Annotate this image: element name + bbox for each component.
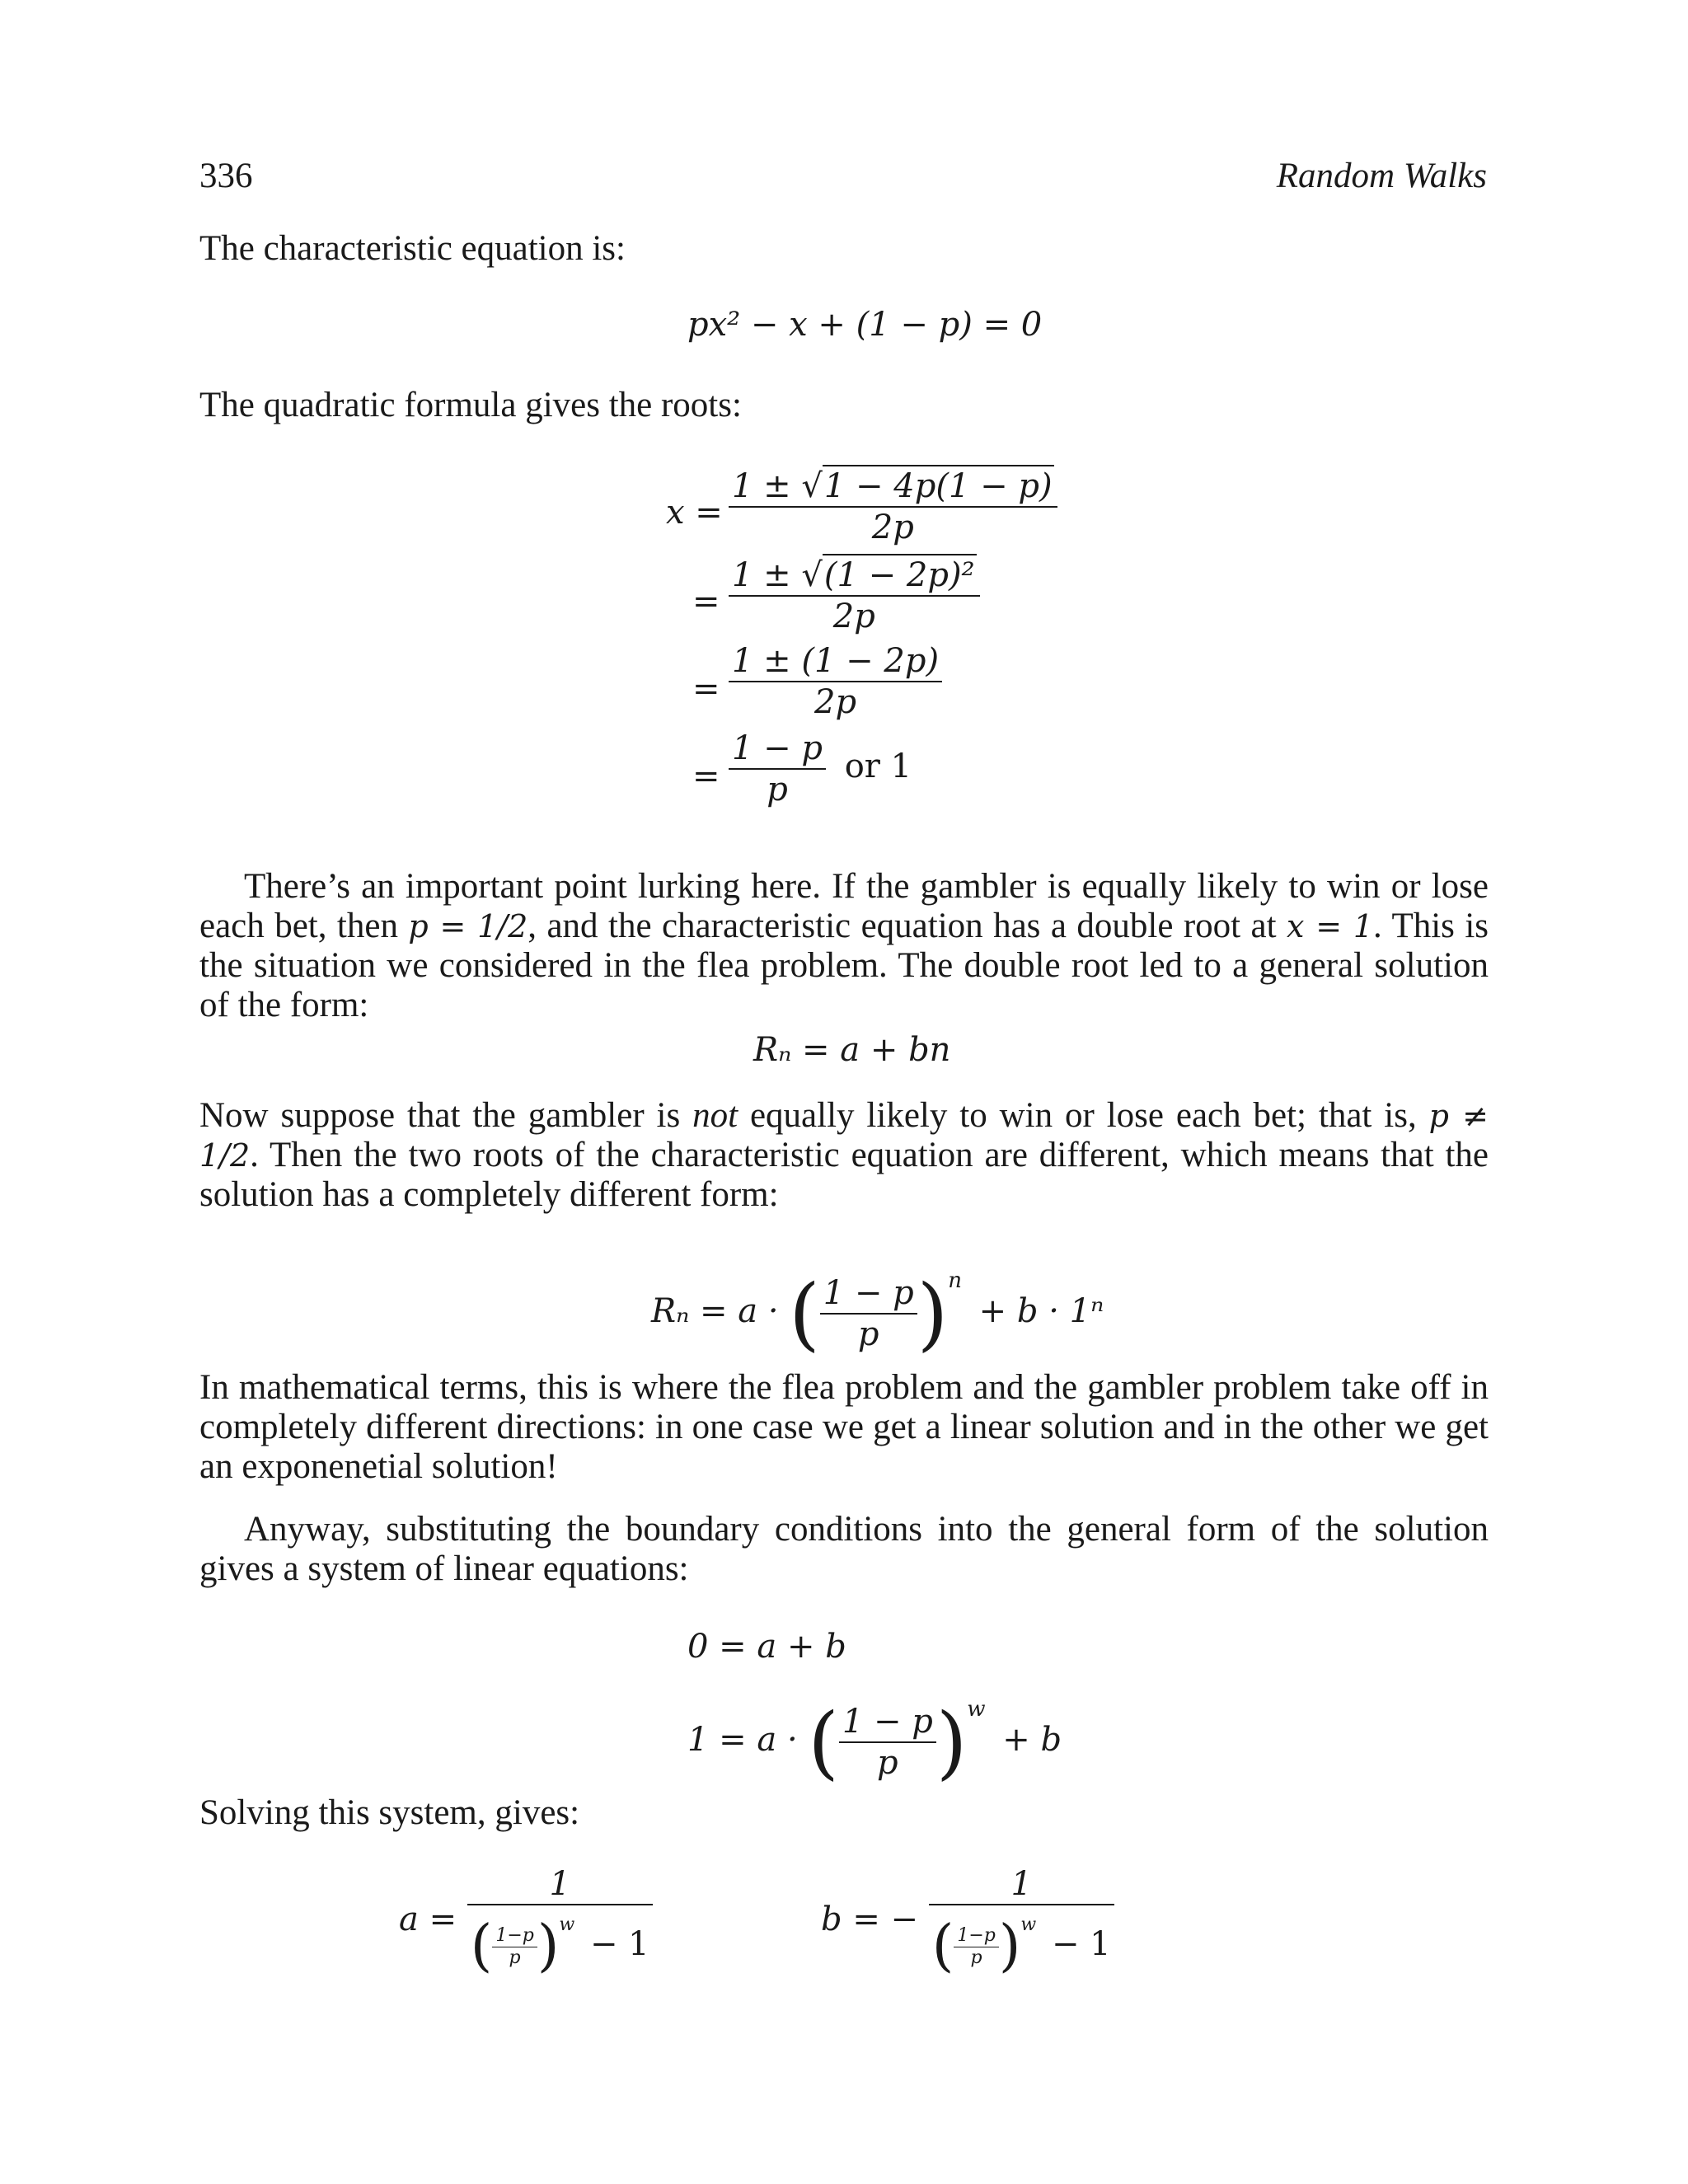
paragraph-characteristic: The characteristic equation is: <box>199 229 626 268</box>
paragraph-solving: Solving this system, gives: <box>199 1793 580 1832</box>
page-number: 336 <box>199 157 253 195</box>
solution-b: b = − 1 ( $\frac{1-p}{p}$ )$^w$ − 1 <box>821 1864 1114 1975</box>
equals-3: = <box>692 670 720 708</box>
radical-1: 1 − 4p(1 − p) <box>823 465 1054 506</box>
general-solution-exponential: Rₙ = a · ( $\frac{1 - p}{p}$ )$^n$ + b · 1ⁿ <box>651 1268 1104 1360</box>
general-solution-linear: Rₙ = a + bn <box>753 1031 951 1069</box>
system-equation-1: 0 = a + b <box>687 1628 846 1666</box>
root-line-1: $\frac{1 \pm √1 - 4p(1 - p)}{2p}$ <box>729 465 1057 547</box>
root-line-2: $\frac{\text{1 ± √(1 − 2p)²}}{2p}$ <box>729 554 980 636</box>
system-equation-2: 1 = a · ( $\frac{1 - p}{p}$ )$^w$ + b <box>687 1696 1062 1788</box>
running-title: Random Walks <box>1276 157 1487 195</box>
root-line-3: $\frac{1 \pm (1 - 2p)}{2p}$ <box>729 641 942 722</box>
radical-2: (1 − 2p)² <box>823 554 977 595</box>
paragraph-boundary: Anyway, substituting the boundary conditions into the general form of the solution gives a system of linear equations: <box>199 1510 1489 1588</box>
equals-2: = <box>692 583 720 621</box>
equals-4: = <box>692 757 720 795</box>
solution-a: a = 1 ( $\frac{1-p}{p}$ )$^w$ − 1 <box>399 1864 653 1975</box>
characteristic-equation: px² − x + (1 − p) = 0 <box>687 306 1043 344</box>
paragraph-unequal: Now suppose that the gambler is not equally likely to win or lose each bet; that is, p ≠ 1/2. Then the two roots of the characteristic equation are different, which means that the solution has a completely different form: <box>199 1096 1489 1214</box>
paragraph-double-root: There’s an important point lurking here. If the gambler is equally likely to win or lose each bet, then p = 1/2, and the characteristic equation has a double root at x = 1. This is the situation we considered in the flea problem. The double root led to a general solution of the form: <box>199 867 1489 1024</box>
paragraph-mathematical-terms: In mathematical terms, this is where the flea problem and the gambler problem take off in completely different directions: in one case we get a linear solution and in the other we get an exponenetial solution! <box>199 1368 1489 1486</box>
paragraph-quadratic: The quadratic formula gives the roots: <box>199 386 742 424</box>
x-equals: x = <box>666 494 723 532</box>
root-line-4: $\frac{1 - p}{p}$ or 1 <box>729 729 912 809</box>
